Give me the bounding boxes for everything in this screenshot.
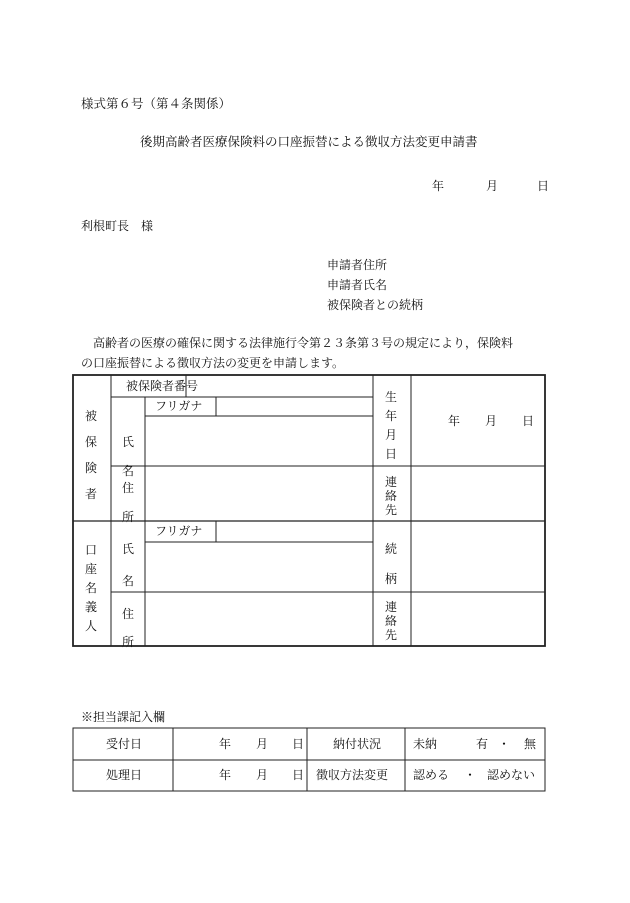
birthdate-label: 生年月日 [384, 390, 397, 461]
staff-row-reception-month: 月 [256, 737, 269, 751]
account-holder-section-label: 口座名義人 [84, 543, 97, 633]
payment-status-label: 納付状況 [333, 737, 382, 751]
staff-row-reception-day: 日 [292, 737, 305, 751]
payment-status-no[interactable]: 無 [524, 737, 537, 751]
birth-month: 月 [485, 414, 498, 428]
holder-name-label: 氏名 [121, 542, 134, 588]
applicant-relation-label: 被保険者との続柄 [327, 298, 424, 312]
holder-furigana-label: フリガナ [155, 524, 203, 538]
insured-address-field[interactable] [147, 468, 371, 520]
staff-section-heading: ※担当課記入欄 [81, 710, 166, 724]
staff-row-processing-label: 処理日 [106, 768, 143, 782]
birth-day: 日 [522, 414, 535, 428]
holder-address-label: 住所 [121, 607, 134, 649]
payment-status-yes[interactable]: 有 [476, 737, 489, 751]
body-text-line-2: の口座振替による徴収方法の変更を申請します。 [81, 356, 345, 370]
holder-relation-label: 続柄 [384, 542, 397, 586]
insured-number-field[interactable] [188, 377, 371, 396]
staff-row-reception-year: 年 [219, 737, 232, 751]
payment-status-unpaid: 未納 [413, 737, 438, 751]
holder-name-field[interactable] [147, 544, 371, 590]
insured-contact-field[interactable] [413, 468, 543, 520]
birth-year: 年 [448, 414, 461, 428]
staff-row-reception-label: 受付日 [106, 737, 143, 751]
date-day: 日 [537, 179, 550, 193]
holder-relation-field[interactable] [413, 523, 543, 590]
insured-furigana-field[interactable] [218, 398, 371, 415]
holder-address-field[interactable] [147, 594, 371, 644]
holder-contact-label: 連絡先 [384, 600, 397, 642]
insured-section-label: 被保険者 [84, 409, 97, 501]
insured-name-label: 氏名 [121, 435, 134, 478]
collection-method-deny[interactable]: 認めない [487, 768, 536, 782]
insured-name-field[interactable] [147, 418, 371, 464]
insured-number-label: 被保険者番号 [126, 379, 199, 393]
payment-status-separator: ・ [498, 737, 511, 751]
insured-address-label: 住所 [121, 481, 134, 524]
body-text-line-1: 高齢者の医療の確保に関する法律施行令第２３条第３号の規定により，保険料 [93, 336, 514, 350]
date-month: 月 [486, 179, 499, 193]
insured-furigana-label: フリガナ [155, 399, 203, 413]
applicant-name-label: 申請者氏名 [327, 278, 388, 292]
form-title: 後期高齢者医療保険料の口座振替による徴収方法変更申請書 [140, 134, 478, 149]
collection-method-change-label: 徴収方法変更 [316, 768, 389, 782]
date-year: 年 [432, 179, 445, 193]
collection-method-approve[interactable]: 認める [413, 768, 450, 782]
collection-method-separator: ・ [464, 768, 477, 782]
holder-contact-field[interactable] [413, 594, 543, 644]
form-number: 様式第６号（第４条関係） [81, 96, 232, 111]
staff-row-processing-month: 月 [256, 768, 269, 782]
staff-row-processing-day: 日 [292, 768, 305, 782]
addressee: 利根町長 様 [81, 219, 154, 233]
insured-contact-label: 連絡先 [384, 475, 397, 517]
applicant-address-label: 申請者住所 [327, 258, 388, 272]
staff-row-processing-year: 年 [219, 768, 232, 782]
holder-furigana-field[interactable] [218, 523, 371, 541]
